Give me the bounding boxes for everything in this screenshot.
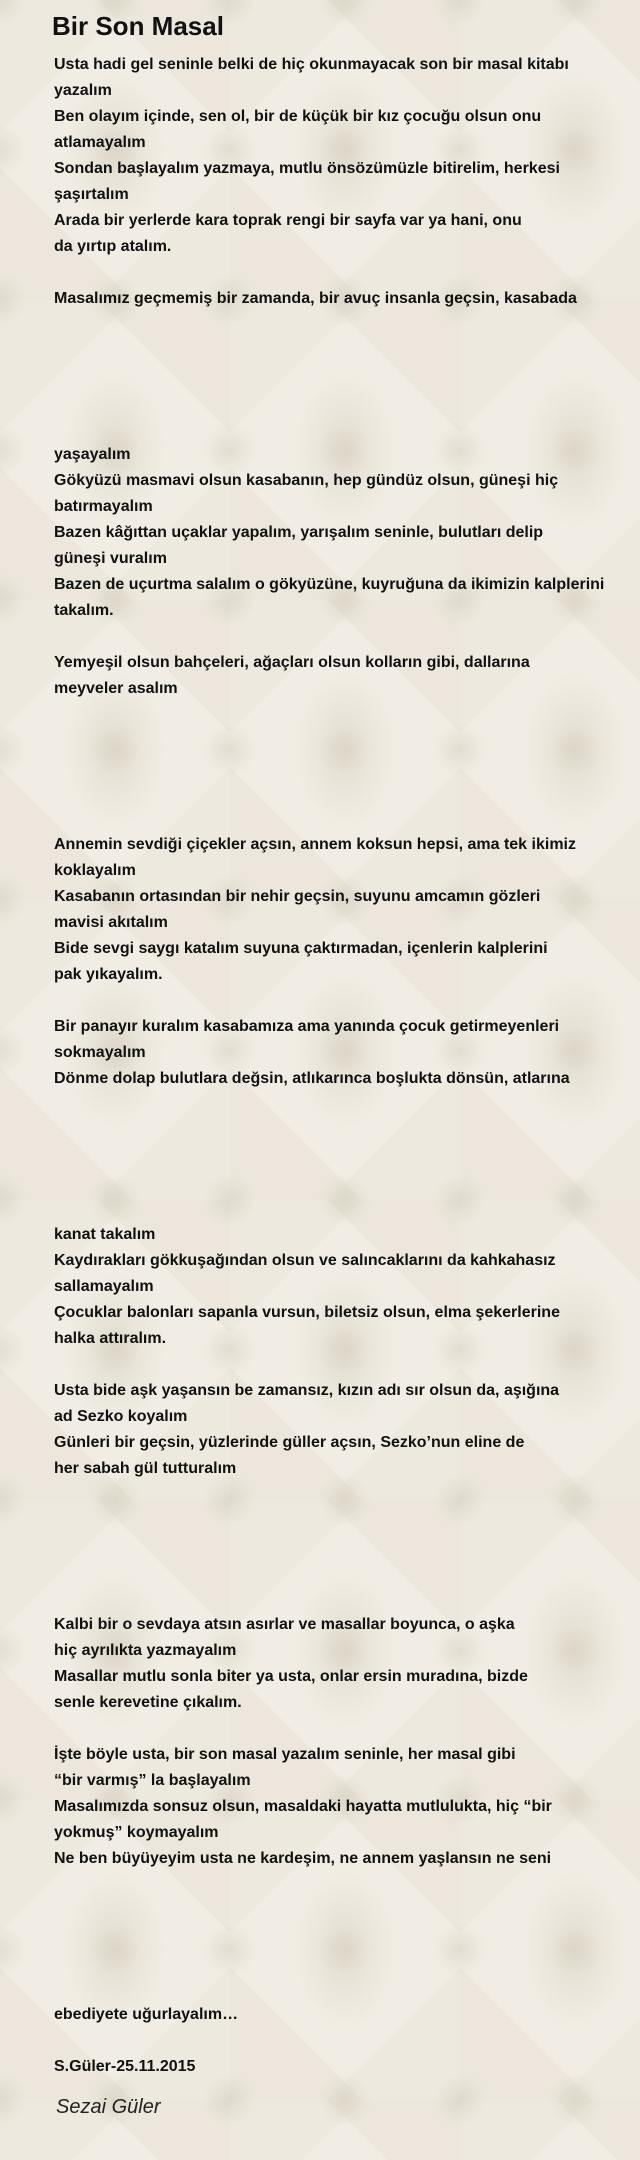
poem-line: hiç ayrılıkta yazmayalım (54, 1642, 237, 1659)
poem-line: her sabah gül tutturalım (54, 1460, 237, 1477)
poem-line: da yırtıp atalım. (54, 238, 172, 255)
author-signature: Sezai Güler (56, 2096, 161, 2118)
poem-line: batırmayalım (54, 498, 153, 515)
poem-line: Dönme dolap bulutlara değsin, atlıkarınca boşlukta dönsün, atlarına (54, 1070, 570, 1087)
poem-line: Arada bir yerlerde kara toprak rengi bir sayfa var ya hani, onu (54, 212, 522, 229)
poem-line: sokmayalım (54, 1044, 146, 1061)
poem-line: Kaydırakları gökkuşağından olsun ve salıncaklarını da kahkahasız (54, 1252, 556, 1269)
poem-line: yaşayalım (54, 446, 131, 463)
poem-line: Kalbi bir o sevdaya atsın asırlar ve masallar boyunca, o aşka (54, 1616, 515, 1633)
poem-line: sallamayalım (54, 1278, 154, 1295)
poem-line: Annemin sevdiği çiçekler açsın, annem koksun hepsi, ama tek ikimiz (54, 836, 576, 853)
poem-title: Bir Son Masal (52, 11, 224, 41)
poem-line: koklayalım (54, 862, 136, 879)
poem-line: Bir panayır kuralım kasabamıza ama yanında çocuk getirmeyenleri (54, 1018, 560, 1035)
stanza-gap (54, 2028, 634, 2054)
poem-line: yokmuş” koymayalım (54, 1824, 219, 1841)
poem-line: Yemyeşil olsun bahçeleri, ağaçları olsun kolların gibi, dallarına (54, 654, 530, 671)
poem-line: Usta hadi gel seninle belki de hiç okunmayacak son bir masal kitabı (54, 56, 569, 73)
poem-line: senle kerevetine çıkalım. (54, 1694, 242, 1711)
poem-line: meyveler asalım (54, 680, 178, 697)
poem-line: takalım. (54, 602, 114, 619)
poem-line: ebediyete uğurlayalım… (54, 2006, 239, 2023)
stanza-gap (54, 1352, 634, 1378)
poem-line: Gökyüzü masmavi olsun kasabanın, hep gündüz olsun, güneşi hiç (54, 472, 559, 489)
stanza-gap (54, 1482, 634, 1612)
stanza-gap (54, 1092, 634, 1222)
stanza-gap (54, 1872, 634, 2002)
stanza-gap (54, 624, 634, 650)
stanza-gap (54, 702, 634, 832)
poem-line: Bide sevgi saygı katalım suyuna çaktırmadan, içenlerin kalplerini (54, 940, 548, 957)
poem-line: Sondan başlayalım yazmaya, mutlu önsözümüzle bitirelim, herkesi (54, 160, 560, 177)
poem-line: Çocuklar balonları sapanla vursun, biletsiz olsun, elma şekerlerine (54, 1304, 560, 1321)
poem-line: Bazen de uçurtma salalım o gökyüzüne, kuyruğuna da ikimizin kalplerini (54, 576, 605, 593)
poem-line: Günleri bir geçsin, yüzlerinde güller açsın, Sezko’nun eline de (54, 1434, 525, 1451)
poem-line: Ben olayım içinde, sen ol, bir de küçük bir kız çocuğu olsun onu (54, 108, 542, 125)
stanza-gap (54, 312, 634, 442)
poem-line: güneşi vuralım (54, 550, 167, 567)
stanza-gap (54, 988, 634, 1014)
poem-body (54, 52, 634, 2080)
poem-line: Usta bide aşk yaşansın be zamansız, kızın adı sır olsun da, aşığına (54, 1382, 560, 1399)
poem-line: pak yıkayalım. (54, 966, 163, 983)
poem-line: Masallar mutlu sonla biter ya usta, onlar ersin muradına, bizde (54, 1668, 528, 1685)
poem-line: İşte böyle usta, bir son masal yazalım seninle, her masal gibi (54, 1746, 516, 1763)
poem-line: Kasabanın ortasından bir nehir geçsin, suyunu amcamın gözleri (54, 888, 541, 905)
poem-line: “bir varmış” la başlayalım (54, 1772, 251, 1789)
poem-line: mavisi akıtalım (54, 914, 168, 931)
stanza-gap (54, 1716, 634, 1742)
poem-line: kanat takalım (54, 1226, 156, 1243)
poem-line: yazalım (54, 82, 112, 99)
poem-line: Masalımız geçmemiş bir zamanda, bir avuç insanla geçsin, kasabada (54, 290, 577, 307)
poem-line: Masalımızda sonsuz olsun, masaldaki hayatta mutlulukta, hiç “bir (54, 1798, 552, 1815)
poem-line: ad Sezko koyalım (54, 1408, 188, 1425)
poem-line: Ne ben büyüyeyim usta ne kardeşim, ne annem yaşlansın ne seni (54, 1850, 552, 1867)
poem-line: Bazen kâğıttan uçaklar yapalım, yarışalım seninle, bulutları delip (54, 524, 544, 541)
poem-line: S.Güler-25.11.2015 (54, 2058, 196, 2075)
poem-line: halka attıralım. (54, 1330, 167, 1347)
poem-line: şaşırtalım (54, 186, 129, 203)
poem-line: atlamayalım (54, 134, 146, 151)
stanza-gap (54, 260, 634, 286)
